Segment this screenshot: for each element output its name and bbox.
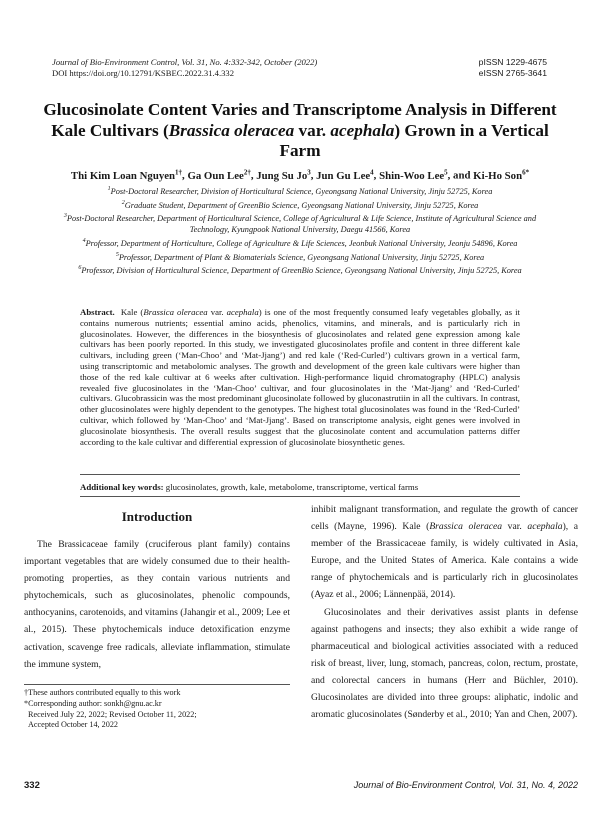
footnote-corresponding: *Corresponding author: sonkh@gnu.ac.kr: [24, 698, 162, 708]
author-affiliation-mark: 4: [370, 168, 374, 176]
affiliation-item: [58, 184, 542, 198]
footer-journal: Journal of Bio-Environment Control, Vol. 31, No. 4, 2022: [353, 780, 578, 790]
issn-block: [479, 57, 547, 79]
author-name: Jun Gu Lee$^4$: [316, 168, 374, 182]
journal-line: Journal of Bio-Environment Control, Vol. 31, No. 4:332-342, October (2022): [52, 57, 318, 67]
author-list: [40, 168, 560, 182]
doi-line[interactable]: DOI https://doi.org/10.12791/KSBEC.2022.31.4.332: [52, 68, 234, 78]
abstract-divider-bottom: [80, 496, 520, 497]
author-affiliation-mark: 1†: [175, 168, 183, 176]
affiliation-number: 5: [115, 251, 119, 258]
affiliation-item: [58, 236, 542, 250]
affiliation-text: Professor, Department of Plant & Biomaterials Science, Gyeongsang National University, Jinju 52725, Korea: [118, 252, 485, 262]
affiliation-text: Professor, Division of Horticultural Science, Department of GreenBio Science, Gyeongsang National University, Jinju 52725, Korea: [81, 266, 522, 276]
affiliation-item: [58, 250, 542, 264]
pissn: pISSN 1229-4675: [478, 57, 547, 67]
journal-citation: [52, 57, 317, 79]
footnote-received: Received July 22, 2022; Revised October 11, 2022;: [28, 709, 197, 719]
author-affiliation-mark: 2†: [243, 168, 251, 176]
intro-paragraph: Glucosinolates and their derivatives assist plants in defense against pathogens and insects; they also exhibit a wide range of pharmaceutical and biological activities associated with a reduced risk of breast, liver, lung, stomach, pancreas, colon, rectum, prostate, and colorectal cancers in humans (Herr and Büchler, 2010). Glucosinolates are divided into three groups: aliphatic, indolic and aromatic glucosinolates (Sønderby et al., 2010; Yan and Chen, 2007).: [311, 606, 578, 721]
affiliation-item: [58, 263, 542, 277]
intro-right-column: [311, 501, 578, 723]
abstract: Abstract. Kale (Brassica oleracea var. acephala) is one of the most frequently consumed leafy vegetables globally, as it contains numerous nutrients; essential amino acids, phenolics, vitamins, and minerals, and is particularly rich in glucosinolates. However, the differences in the biosynthesis of glucosinolates and related gene expression among kale cultivars has been poorly reported. In this study, we investigated glucosinolates profile and content in three different kale cultivars, including green (‘Man-Choo’ and ‘Mat-Jjang’) and red kale (‘Red-Curled’) cultivars grown in a vertical farm, using transcriptomic and metabolomic analyses. The growth and development of the green kale cultivars were higher than those of the red kale cultivar at 6 weeks after cultivation. High-performance liquid chromatography (HPLC) analysis revealed five glucosinolates in the ‘Man-Choo’ cultivar, and four glucosinolates in the ‘Mat-Jjang’ and ‘Red-Curled’ cultivars. Glucobrassicin was the most predominant glucosinolate followed by gluconastrutiin in all the cultivars. In contrast, other glucosinolates were highly dependent to the genotypes. The highest total glucosinolates was found in the ‘Red-Curled’ cultivar, which followed by ‘Man-Choo’ and ‘Mat-Jjang’. Based on transcriptome analysis, eight genes were involved in glucosinolate biosynthesis. The overall results suggest that the glucosinolate content and accumulation patterns differ according to the kale cultivar and differential expression of glucosinolate biosynthetic genes.: [80, 307, 520, 447]
author-separator: ,: [310, 169, 317, 182]
keywords-text: glucosinolates, growth, kale, metabolome, transcriptome, vertical farms: [163, 482, 419, 492]
affiliation-text: Professor, Department of Horticulture, College of Agriculture & Life Sciences, Jeonbuk National University, Jeonju 54896, Korea: [85, 238, 518, 248]
affiliation-number: 6: [78, 265, 82, 272]
author-separator: , and: [447, 169, 474, 182]
author-name: Thi Kim Loan Nguyen$^{1\dagger}$: [70, 168, 183, 182]
author-name: Shin-Woo Lee$^5$: [379, 168, 448, 182]
footnote-divider: [24, 684, 290, 685]
affiliation-item: [58, 211, 542, 236]
author-separator: ,: [250, 169, 257, 182]
footnote-equal-contribution: †These authors contributed equally to this work: [24, 688, 181, 697]
affiliation-text: Post-Doctoral Researcher, Department of Horticultural Science, College of Agricultural & Life Science, Institute of Agricultural Science and Technology, Kyungpook National University, Daegu 41566, Korea: [66, 214, 537, 235]
keywords-label: Additional key words:: [80, 482, 164, 492]
footnotes: [24, 688, 290, 731]
intro-paragraph: inhibit malignant transformation, and regulate the growth of cancer cells (Mayne, 1996). Kale (Brassica oleracea var. acephala), a member of the Brassicaceae family, is widely cultivated in Asia, Europe, and the United States of America. Kale contains a wide range of phytochemicals and is particularly rich in glucosinolates (Ayaz et al., 2006; Lännenpää, 2014).: [311, 504, 579, 601]
eissn: eISSN 2765-3641: [478, 68, 547, 78]
page-number: 332: [24, 780, 40, 791]
affiliation-item: [58, 198, 542, 212]
paper-title: Glucosinolate Content Varies and Transcriptome Analysis in Different Kale Cultivars (Brassica oleracea var. acephala) Grown in a Vertical Farm: [43, 100, 557, 160]
author-separator: ,: [373, 169, 380, 182]
author-affiliation-mark: 5: [444, 168, 448, 176]
affiliation-text: Post-Doctoral Researcher, Division of Horticultural Science, Gyeongsang National University, Jinju 52725, Korea: [110, 186, 493, 196]
affiliation-number: 3: [63, 213, 67, 220]
author-separator: ,: [182, 169, 188, 182]
author-name: Ga Oun Lee$^{2\dagger}$: [187, 168, 251, 182]
affiliation-number: 4: [82, 237, 86, 244]
author-affiliation-mark: 3: [307, 168, 311, 176]
keywords: [80, 482, 520, 492]
intro-left-column: [24, 536, 290, 673]
affiliation-number: 1: [107, 186, 111, 192]
author-affiliation-mark: 6*: [522, 168, 530, 176]
abstract-divider-top: [80, 474, 520, 475]
intro-paragraph: The Brassicaceae family (cruciferous plant family) contains important vegetables that are widely consumed due to their health-promoting properties, as they contain various nutrients and phytochemicals, such as glucosinolates, phenolic compounds, anthocyanins, carotenoids, and vitamins (Jahangir et al., 2009; Lee et al., 2015). These phytochemicals induce detoxification enzyme activation, scavenge free radicals, alleviate inflammation, stimulate the immune system,: [24, 539, 290, 670]
title-variety: acephala: [330, 120, 395, 140]
affiliation-list: [58, 184, 542, 277]
author-name: Jung Su Jo$^3$: [256, 168, 311, 182]
abstract-label: Abstract.: [80, 307, 115, 317]
affiliation-text: Graduate Student, Department of GreenBio Science, Gyeongsang National University, Jinju 52725, Korea: [124, 200, 479, 210]
affiliation-number: 2: [121, 199, 125, 206]
footnote-accepted: Accepted October 14, 2022: [28, 720, 119, 730]
title-species: Brassica oleracea: [168, 120, 295, 140]
author-name: Ki-Ho Son$^{6*}$: [473, 168, 530, 182]
section-heading-introduction: Introduction: [121, 509, 193, 524]
